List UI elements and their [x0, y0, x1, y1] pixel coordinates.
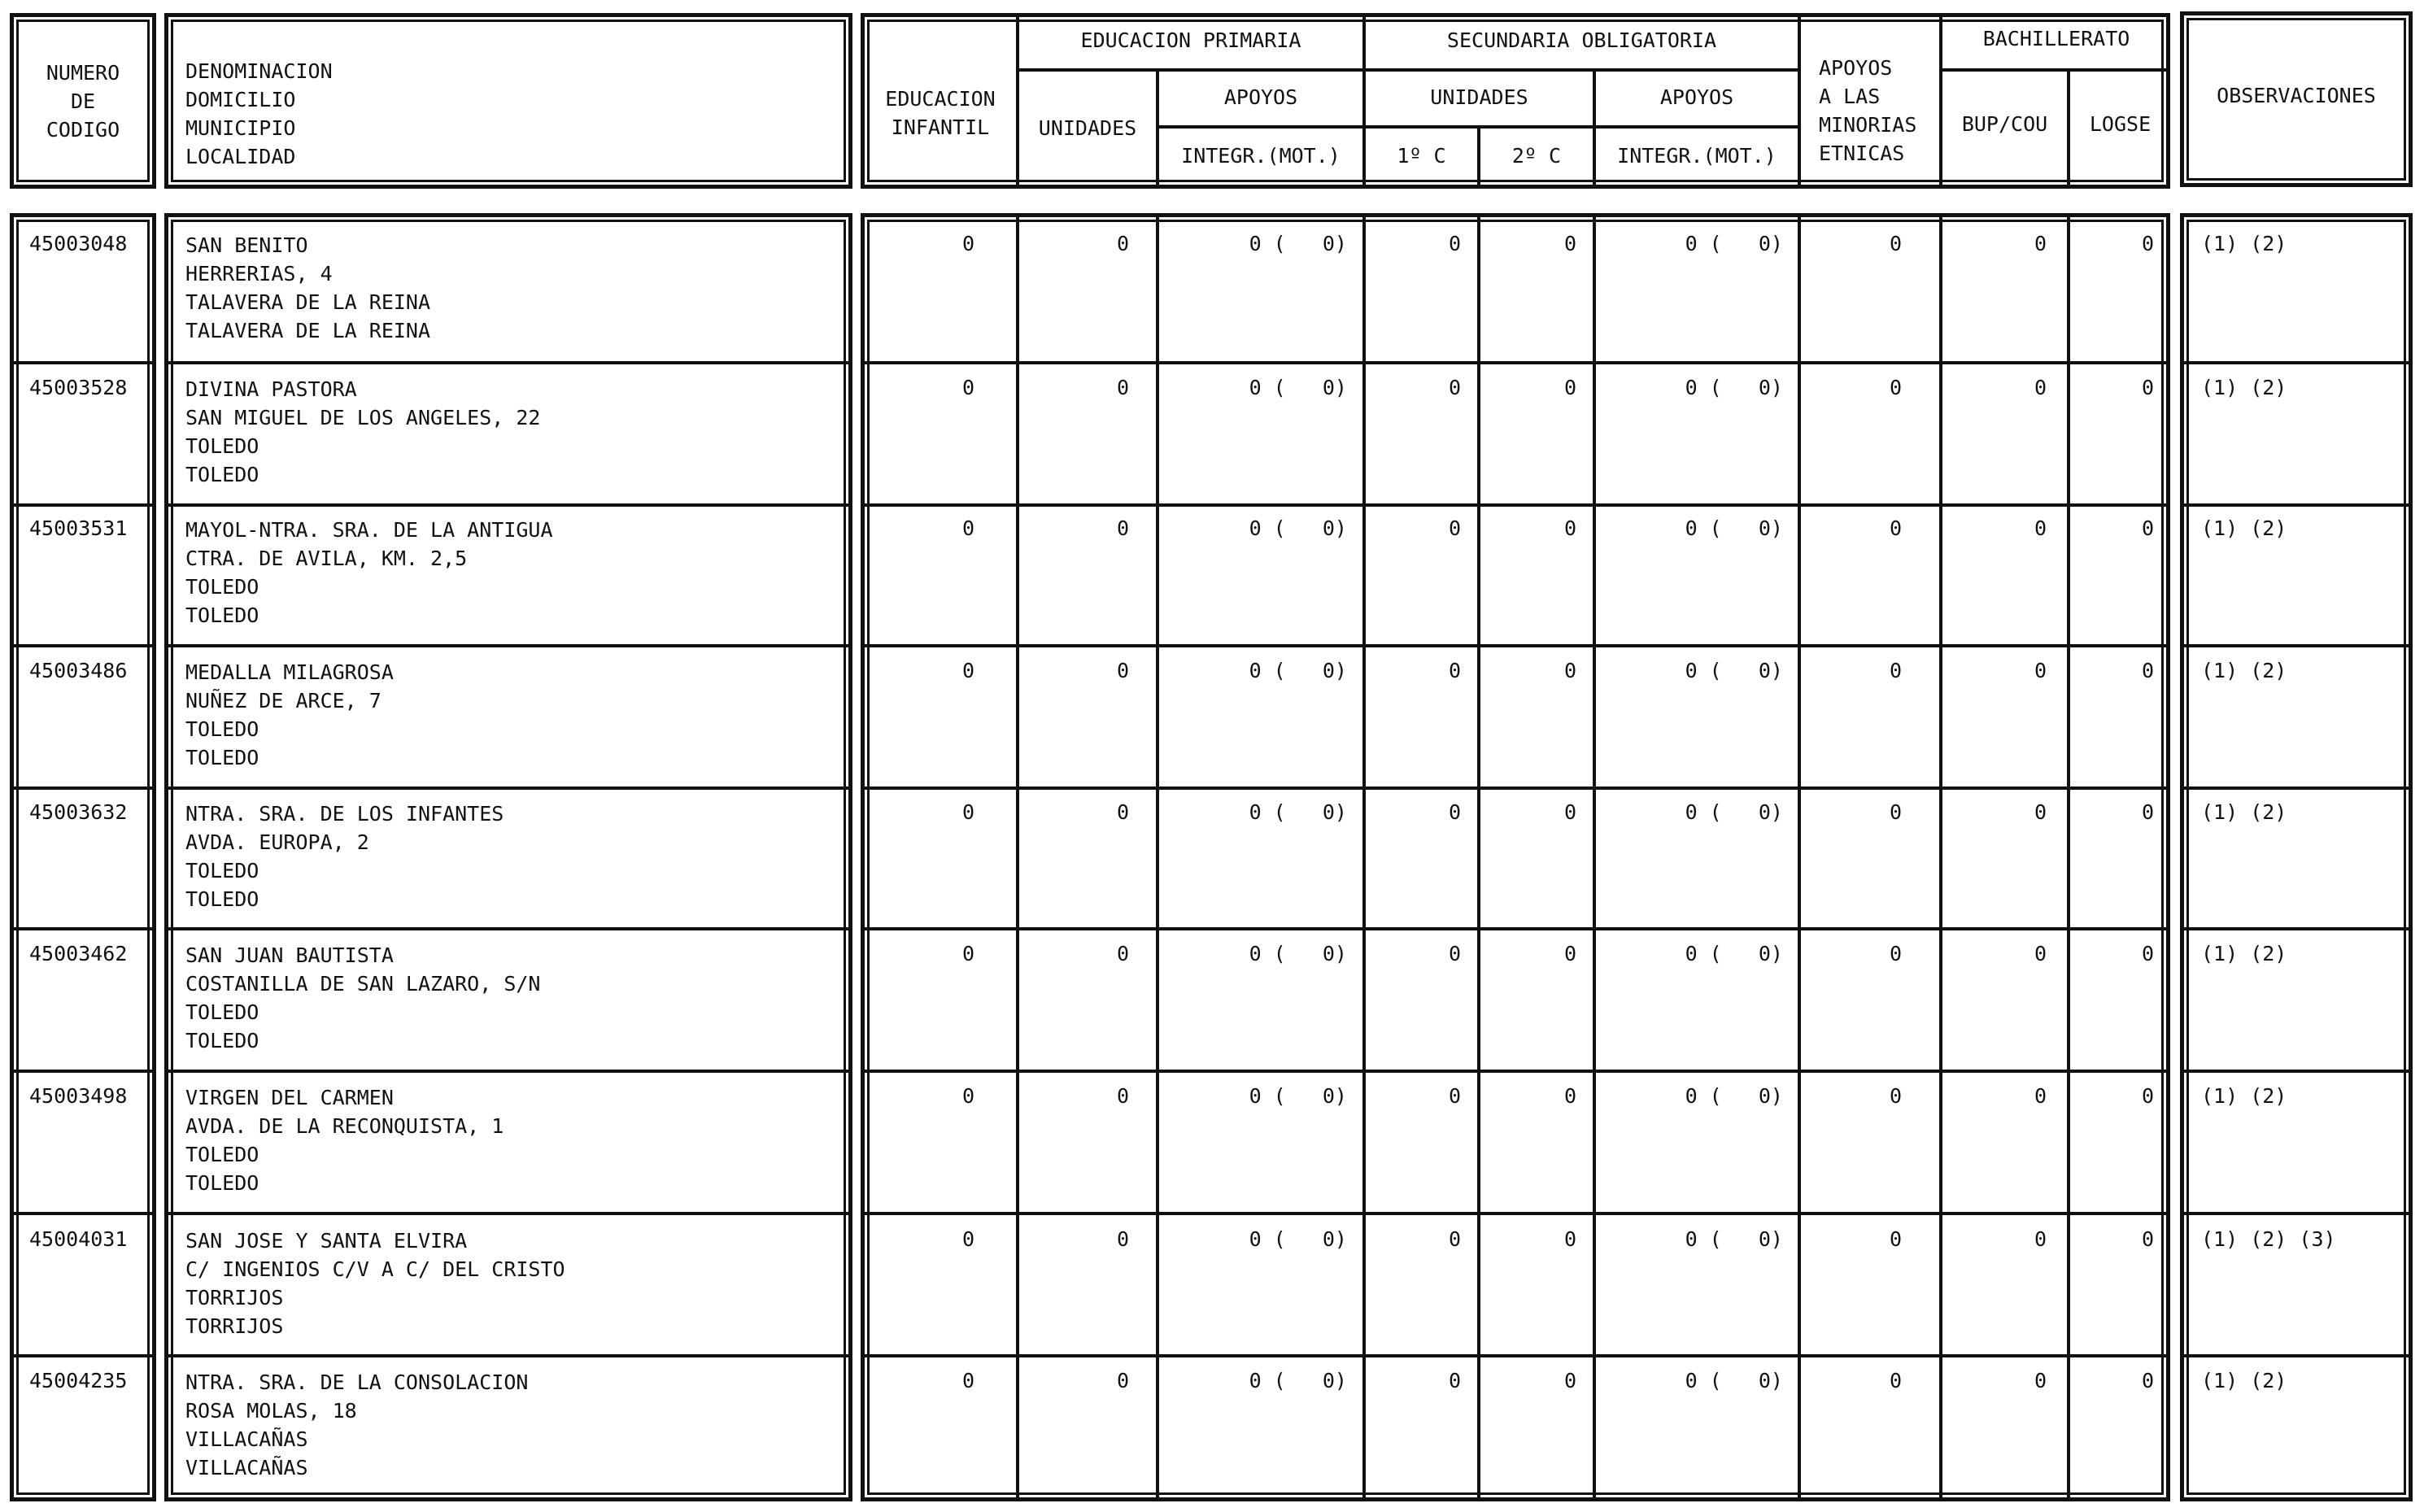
- row-bup-cou: 0: [2034, 516, 2047, 540]
- row-observaciones: (1) (2): [2201, 232, 2287, 255]
- row-denominacion-block: VIRGEN DEL CARMEN AVDA. DE LA RECONQUISTA, 1 TOLEDO TOLEDO: [185, 1086, 504, 1195]
- row-ep-unidades: 0: [1116, 1227, 1129, 1251]
- row-separator: [10, 1212, 2413, 1215]
- row-so-2c: 0: [1563, 800, 1576, 824]
- row-logse: 0: [2141, 1084, 2154, 1108]
- row-so-1c: 0: [1448, 376, 1461, 399]
- row-so-2c: 0: [1563, 232, 1576, 255]
- row-infantil: 0: [961, 1369, 974, 1392]
- row-infantil: 0: [961, 376, 974, 399]
- row-so-1c: 0: [1448, 232, 1461, 255]
- row-ep-apoyos: 0 ( 0): [1249, 516, 1347, 540]
- header-so-integr: INTEGR.(MOT.): [1617, 144, 1777, 168]
- gutter: [852, 213, 861, 1501]
- body-column-divider: [1362, 213, 1366, 1501]
- body-column-divider: [1477, 213, 1480, 1501]
- row-ep-apoyos: 0 ( 0): [1249, 376, 1347, 399]
- header-rule: [1016, 68, 1798, 72]
- row-logse: 0: [2141, 1369, 2154, 1392]
- row-minorias: 0: [1889, 516, 1902, 540]
- header-rule: [1156, 125, 1798, 129]
- row-observaciones: (1) (2): [2201, 1084, 2287, 1108]
- row-infantil: 0: [961, 1227, 974, 1251]
- row-minorias: 0: [1889, 376, 1902, 399]
- row-bup-cou: 0: [2034, 800, 2047, 824]
- row-ep-apoyos: 0 ( 0): [1249, 942, 1347, 965]
- row-minorias: 0: [1889, 800, 1902, 824]
- row-infantil: 0: [961, 1084, 974, 1108]
- row-observaciones: (1) (2): [2201, 659, 2287, 682]
- gutter: [156, 213, 164, 1501]
- row-infantil: 0: [961, 659, 974, 682]
- row-codigo: 45003462: [29, 942, 128, 965]
- header-so-apoyos: APOYOS: [1659, 85, 1734, 109]
- row-so-2c: 0: [1563, 942, 1576, 965]
- body-column-divider: [1939, 213, 1942, 1501]
- body-column-divider: [1798, 213, 1801, 1501]
- row-so-2c: 0: [1563, 376, 1576, 399]
- header-educacion-infantil: EDUCACION INFANTIL: [885, 87, 996, 139]
- header-so-2c: 2º C: [1511, 144, 1562, 168]
- row-observaciones: (1) (2): [2201, 1369, 2287, 1392]
- header-rule: [1939, 68, 2170, 72]
- header-apoyos-minorias: APOYOS A LAS MINORIAS ETNICAS: [1819, 56, 1917, 165]
- row-separator: [10, 503, 2413, 507]
- row-observaciones: (1) (2): [2201, 376, 2287, 399]
- header-so-1c: 1º C: [1397, 144, 1446, 168]
- row-ep-apoyos: 0 ( 0): [1249, 1369, 1347, 1392]
- row-codigo: 45003048: [29, 232, 128, 255]
- row-denominacion-block: SAN JUAN BAUTISTA COSTANILLA DE SAN LAZARO, S/N TOLEDO TOLEDO: [185, 943, 541, 1052]
- header-bup-cou: BUP/COU: [1961, 112, 2048, 136]
- row-codigo: 45003486: [29, 659, 128, 682]
- row-separator: [10, 787, 2413, 790]
- row-so-apoyos: 0 ( 0): [1685, 232, 1783, 255]
- row-denominacion-block: SAN JOSE Y SANTA ELVIRA C/ INGENIOS C/V A C/ DEL CRISTO TORRIJOS TORRIJOS: [185, 1229, 565, 1338]
- header-denominacion: DENOMINACION DOMICILIO MUNICIPIO LOCALIDAD: [185, 59, 333, 168]
- row-ep-unidades: 0: [1116, 232, 1129, 255]
- row-logse: 0: [2141, 1227, 2154, 1251]
- row-so-apoyos: 0 ( 0): [1685, 800, 1783, 824]
- row-ep-unidades: 0: [1116, 800, 1129, 824]
- row-so-1c: 0: [1448, 1084, 1461, 1108]
- body-column-divider: [1156, 213, 1159, 1501]
- row-so-1c: 0: [1448, 800, 1461, 824]
- header-so-unidades: UNIDADES: [1430, 85, 1528, 109]
- row-ep-apoyos: 0 ( 0): [1249, 1084, 1347, 1108]
- gutter: [2170, 213, 2180, 1501]
- row-logse: 0: [2141, 376, 2154, 399]
- row-so-apoyos: 0 ( 0): [1685, 942, 1783, 965]
- row-so-apoyos: 0 ( 0): [1685, 659, 1783, 682]
- row-codigo: 45003528: [29, 376, 128, 399]
- header-secundaria-obligatoria: SECUNDARIA OBLIGATORIA: [1446, 28, 1717, 52]
- row-separator: [10, 361, 2413, 364]
- row-observaciones: (1) (2): [2201, 800, 2287, 824]
- header-logse: LOGSE: [2089, 112, 2152, 136]
- row-ep-unidades: 0: [1116, 942, 1129, 965]
- row-bup-cou: 0: [2034, 1369, 2047, 1392]
- row-bup-cou: 0: [2034, 1227, 2047, 1251]
- row-so-1c: 0: [1448, 516, 1461, 540]
- row-so-1c: 0: [1448, 1369, 1461, 1392]
- header-ep-apoyos: APOYOS: [1223, 85, 1298, 109]
- row-ep-apoyos: 0 ( 0): [1249, 659, 1347, 682]
- row-ep-unidades: 0: [1116, 1369, 1129, 1392]
- row-logse: 0: [2141, 516, 2154, 540]
- row-so-apoyos: 0 ( 0): [1685, 1369, 1783, 1392]
- row-bup-cou: 0: [2034, 659, 2047, 682]
- row-denominacion-block: SAN BENITO HERRERIAS, 4 TALAVERA DE LA REINA TALAVERA DE LA REINA: [185, 233, 431, 342]
- body-column-divider: [1593, 213, 1596, 1501]
- row-ep-unidades: 0: [1116, 659, 1129, 682]
- row-minorias: 0: [1889, 1369, 1902, 1392]
- row-minorias: 0: [1889, 1227, 1902, 1251]
- body-column-divider: [1016, 213, 1019, 1501]
- row-codigo: 45004235: [29, 1369, 128, 1392]
- row-separator: [10, 644, 2413, 647]
- row-ep-apoyos: 0 ( 0): [1249, 232, 1347, 255]
- row-denominacion-block: NTRA. SRA. DE LA CONSOLACION ROSA MOLAS, 18 VILLACAÑAS VILLACAÑAS: [185, 1370, 529, 1479]
- row-denominacion-block: DIVINA PASTORA SAN MIGUEL DE LOS ANGELES, 22 TOLEDO TOLEDO: [185, 377, 541, 486]
- row-observaciones: (1) (2): [2201, 516, 2287, 540]
- row-so-apoyos: 0 ( 0): [1685, 376, 1783, 399]
- row-so-1c: 0: [1448, 942, 1461, 965]
- row-separator: [10, 927, 2413, 930]
- row-observaciones: (1) (2): [2201, 942, 2287, 965]
- row-denominacion-block: NTRA. SRA. DE LOS INFANTES AVDA. EUROPA, 2 TOLEDO TOLEDO: [185, 802, 504, 911]
- row-so-apoyos: 0 ( 0): [1685, 1084, 1783, 1108]
- row-so-2c: 0: [1563, 516, 1576, 540]
- body-stats-frame: [861, 213, 2170, 1501]
- row-so-2c: 0: [1563, 1084, 1576, 1108]
- row-bup-cou: 0: [2034, 376, 2047, 399]
- row-separator: [10, 1070, 2413, 1073]
- header-ep-unidades: UNIDADES: [1038, 116, 1137, 140]
- row-so-2c: 0: [1563, 1369, 1576, 1392]
- row-codigo: 45003498: [29, 1084, 128, 1108]
- row-so-1c: 0: [1448, 1227, 1461, 1251]
- row-separator: [10, 1354, 2413, 1357]
- row-bup-cou: 0: [2034, 1084, 2047, 1108]
- header-ep-integr: INTEGR.(MOT.): [1181, 144, 1341, 168]
- row-logse: 0: [2141, 942, 2154, 965]
- row-codigo: 45003632: [29, 800, 128, 824]
- row-logse: 0: [2141, 659, 2154, 682]
- row-infantil: 0: [961, 800, 974, 824]
- row-observaciones: (1) (2) (3): [2201, 1227, 2336, 1251]
- header-bachillerato: BACHILLERATO: [1982, 27, 2130, 50]
- row-infantil: 0: [961, 516, 974, 540]
- row-minorias: 0: [1889, 659, 1902, 682]
- row-so-2c: 0: [1563, 1227, 1576, 1251]
- row-bup-cou: 0: [2034, 942, 2047, 965]
- row-denominacion-block: MEDALLA MILAGROSA NUÑEZ DE ARCE, 7 TOLEDO TOLEDO: [185, 660, 394, 769]
- row-infantil: 0: [961, 942, 974, 965]
- header-observaciones: OBSERVACIONES: [2217, 84, 2376, 107]
- header-educacion-primaria: EDUCACION PRIMARIA: [1080, 28, 1301, 52]
- header-divider: [1798, 13, 1801, 189]
- row-so-1c: 0: [1448, 659, 1461, 682]
- body-observaciones-frame: [2180, 213, 2413, 1501]
- body-codigo-frame: [10, 213, 156, 1501]
- row-logse: 0: [2141, 232, 2154, 255]
- row-denominacion-block: MAYOL-NTRA. SRA. DE LA ANTIGUA CTRA. DE AVILA, KM. 2,5 TOLEDO TOLEDO: [185, 518, 553, 627]
- row-minorias: 0: [1889, 1084, 1902, 1108]
- row-ep-unidades: 0: [1116, 516, 1129, 540]
- row-codigo: 45004031: [29, 1227, 128, 1251]
- row-ep-unidades: 0: [1116, 1084, 1129, 1108]
- row-infantil: 0: [961, 232, 974, 255]
- row-ep-apoyos: 0 ( 0): [1249, 800, 1347, 824]
- row-so-apoyos: 0 ( 0): [1685, 516, 1783, 540]
- row-minorias: 0: [1889, 232, 1902, 255]
- row-ep-apoyos: 0 ( 0): [1249, 1227, 1347, 1251]
- header-numero-de-codigo: NUMERO DE CODIGO: [46, 61, 120, 142]
- body-column-divider: [2067, 213, 2070, 1501]
- row-so-2c: 0: [1563, 659, 1576, 682]
- row-minorias: 0: [1889, 942, 1902, 965]
- row-logse: 0: [2141, 800, 2154, 824]
- row-bup-cou: 0: [2034, 232, 2047, 255]
- row-ep-unidades: 0: [1116, 376, 1129, 399]
- row-so-apoyos: 0 ( 0): [1685, 1227, 1783, 1251]
- row-codigo: 45003531: [29, 516, 128, 540]
